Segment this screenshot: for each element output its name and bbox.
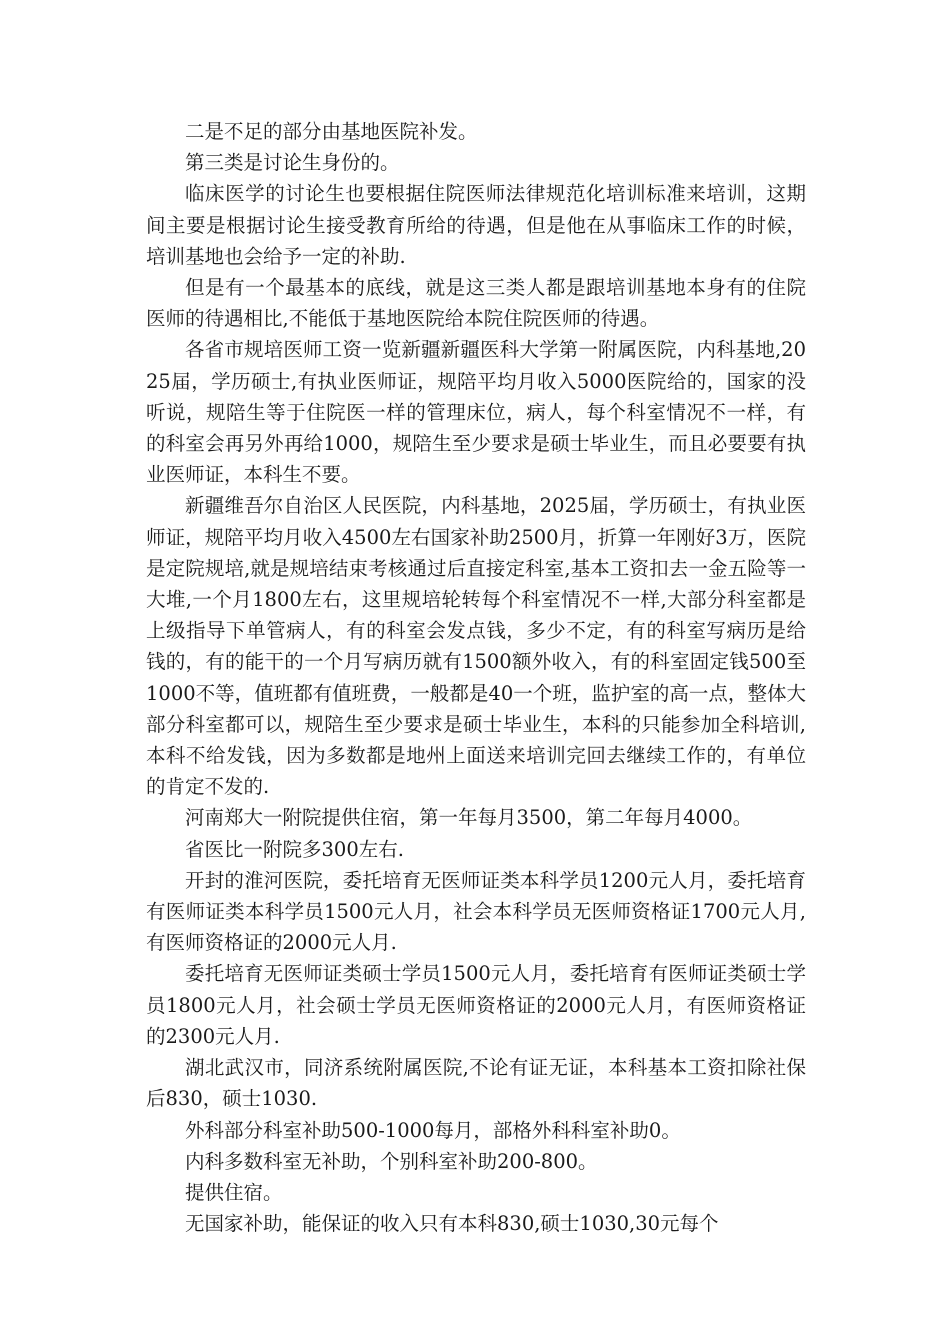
document-body [146, 116, 806, 1239]
paragraph: 各省市规培医师工资一览新疆新疆医科大学第一附属医院，内科基地,2025届，学历硕士,有执业医师证，规陪平均月收入5000医院给的，国家的没听说，规陪生等于住院医一样的管理床位，病人，每个科室情况不一样，有的科室会再另外再给1000，规陪生至少要求是硕士毕业生，而且必要要有执业医师证，本科生不要。 [146, 338, 806, 487]
paragraph: 提供住宿。 [185, 1180, 283, 1204]
paragraph: 省医比一附院多300左右. [185, 837, 404, 861]
paragraph: 外科部分科室补助500-1000每月，部格外科科室补助0。 [185, 1118, 681, 1142]
paragraph: 内科多数科室无补助，个别科室补助200-800。 [185, 1149, 598, 1173]
paragraph: 二是不足的部分由基地医院补发。 [185, 120, 478, 143]
paragraph: 新疆维吾尔自治区人民医院，内科基地，2025届，学历硕士，有执业医师证，规陪平均月收入4500左右国家补助2500月，折算一年刚好3万，医院是定院规培,就是规培结束考核通过后直接定科室,基本工资扣去一金五险等一大堆,一个月1800左右，这里规培轮转每个科室情况不一样,大部分科室都是上级指导下单管病人，有的科室会发点钱，多少不定，有的科室写病历是给钱的，有的能干的一个月写病历就有1500额外收入，有的科室固定钱500至1000不等，值班都有值班费，一般都是40一个班，监护室的高一点，整体大部分科室都可以，规陪生至少要求是硕士毕业生，本科的只能参加全科培训,本科不给发钱，因为多数都是地州上面送来培训完回去继续工作的，有单位的肯定不发的. [146, 494, 806, 799]
paragraph: 临床医学的讨论生也要根据住院医师法律规范化培训标准来培训，这期间主要是根据讨论生接受教育所给的待遇，但是他在从事临床工作的时候，培训基地也会给予一定的补助. [146, 182, 806, 268]
paragraph: 委托培育无医师证类硕士学员1500元人月，委托培育有医师证类硕士学员1800元人月，社会硕士学员无医师资格证的2000元人月，有医师资格证的2300元人月. [146, 962, 806, 1048]
paragraph: 湖北武汉市，同济系统附属医院,不论有证无证，本科基本工资扣除社保后830，硕士1030. [146, 1056, 806, 1111]
paragraph: 但是有一个最基本的底线，就是这三类人都是跟培训基地本身有的住院医师的待遇相比,不能低于基地医院给本院住院医师的待遇。 [146, 276, 806, 331]
paragraph: 开封的淮河医院，委托培育无医师证类本科学员1200元人月，委托培育有医师证类本科学员1500元人月，社会本科学员无医师资格证1700元人月,有医师资格证的2000元人月. [146, 868, 806, 955]
paragraph: 第三类是讨论生身份的。 [185, 151, 400, 175]
paragraph: 无国家补助，能保证的收入只有本科830,硕士1030,30元每个 [185, 1212, 719, 1236]
paragraph: 河南郑大一附院提供住宿，第一年每月3500，第二年每月4000。 [185, 806, 753, 830]
